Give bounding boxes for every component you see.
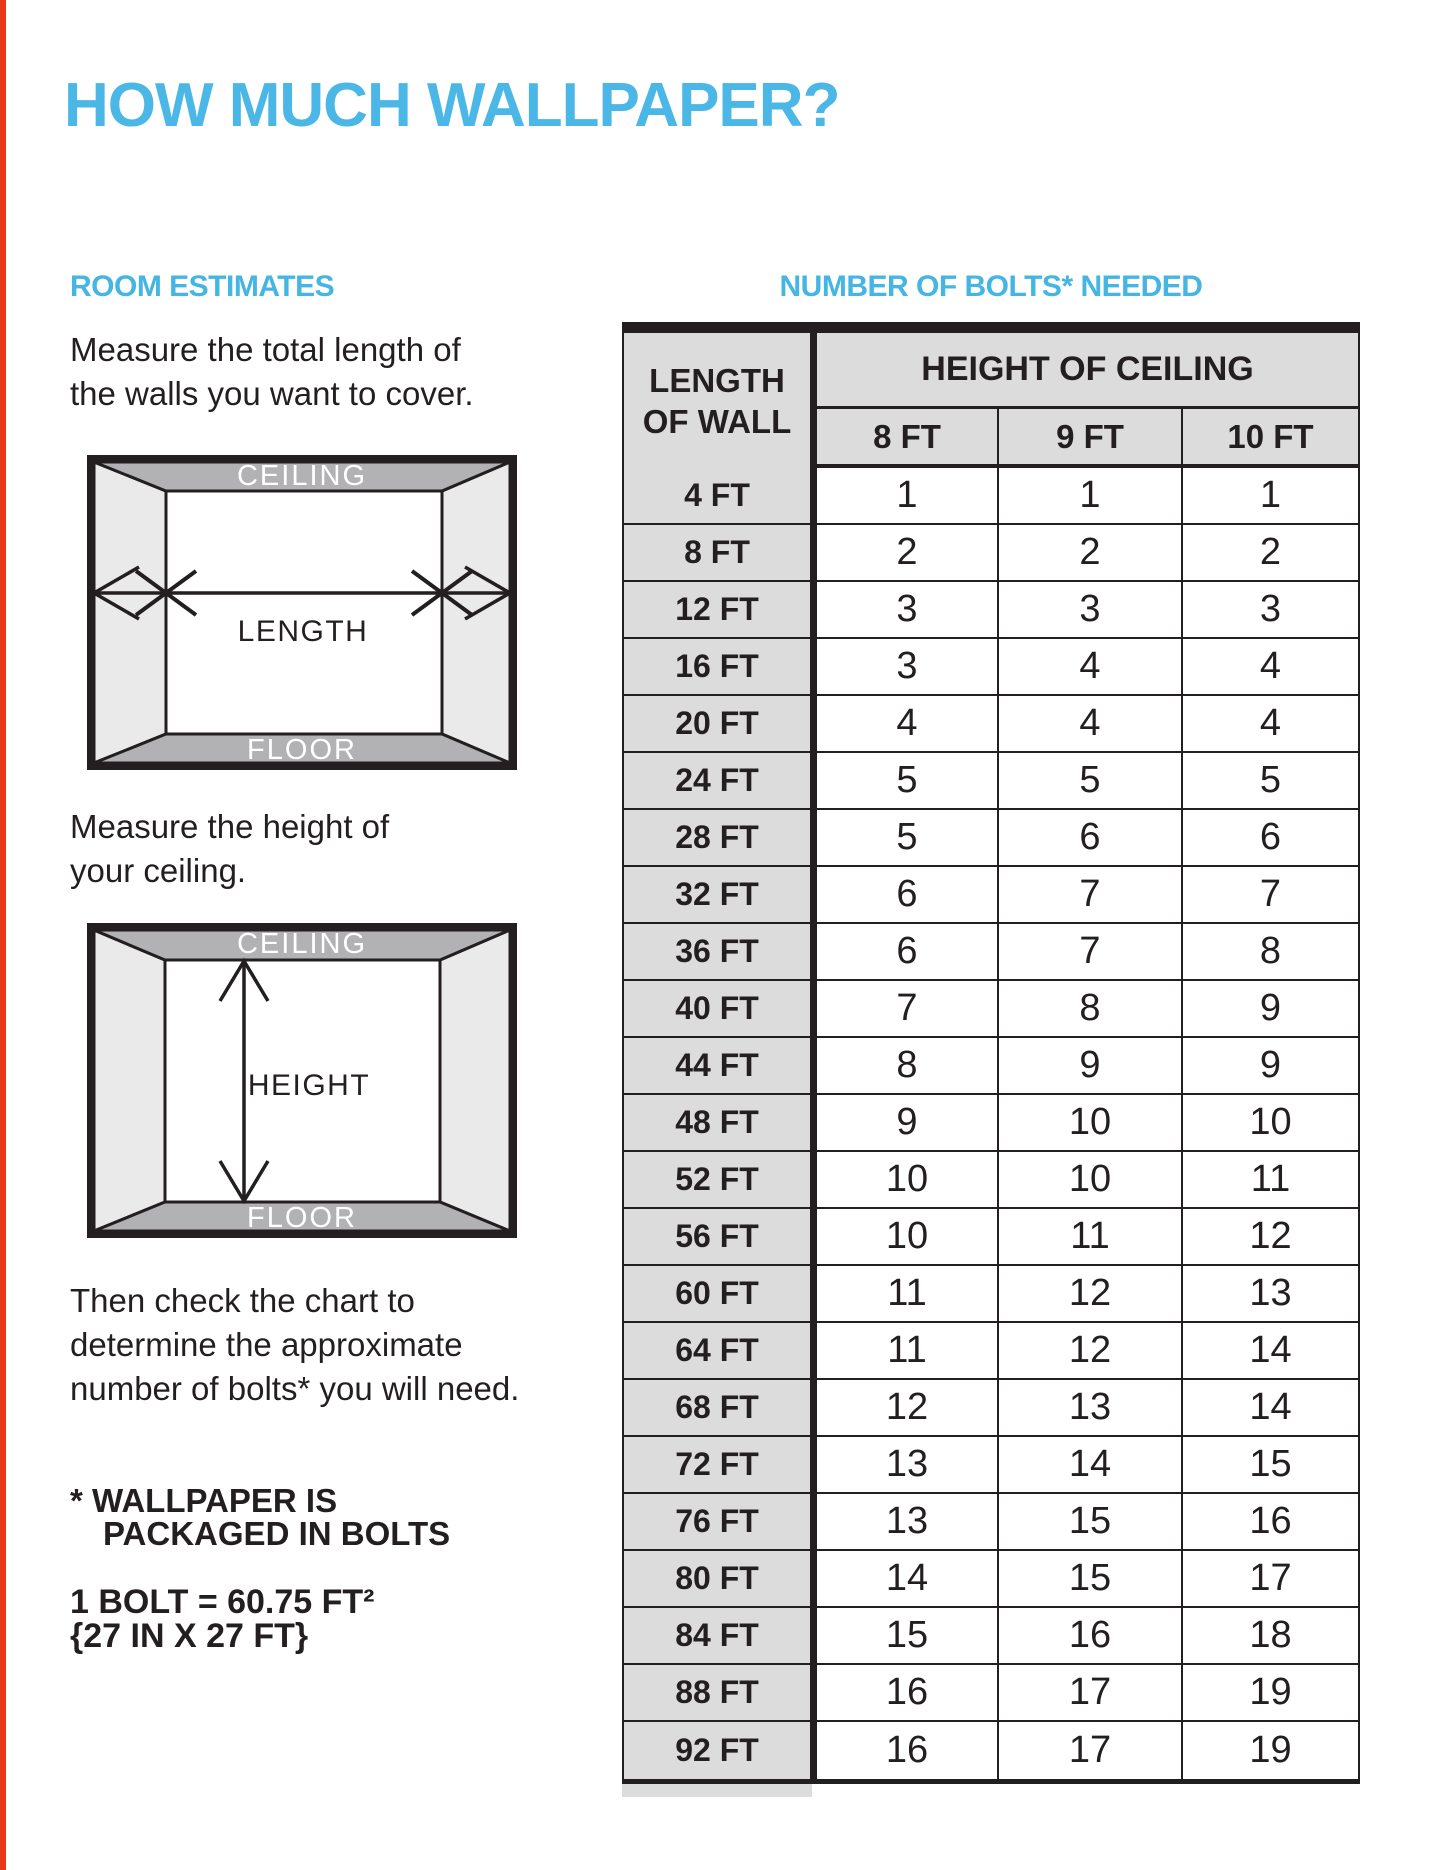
bolts-9ft-cell: 7 (997, 867, 1183, 922)
table-row (624, 1551, 1358, 1608)
bolts-9ft-cell: 17 (997, 1665, 1183, 1720)
wall-length-cell: 84 FT (624, 1608, 817, 1663)
bolts-8ft-cell: 15 (885, 1614, 929, 1656)
bolts-8ft-cell: 10 (885, 1158, 929, 1200)
bolts-10ft-cell: 15 (1249, 1443, 1292, 1485)
bolts-10ft-cell: 7 (1259, 873, 1282, 915)
bolts-10ft-cell: 12 (1249, 1215, 1292, 1257)
wall-length-cell: 12 FT (624, 582, 817, 637)
wall-length-cell: 4 FT (624, 468, 817, 523)
bolts-8ft-cell: 6 (896, 873, 918, 915)
bolts-9ft-cell: 12 (997, 1266, 1183, 1321)
wall-length-cell: 72 FT (624, 1437, 817, 1492)
bolts-9ft-cell: 15 (997, 1494, 1183, 1549)
paragraph-line: determine the approximate (70, 1326, 463, 1363)
bolts-10ft-cell: 2 (1259, 531, 1282, 573)
table-row (624, 1437, 1358, 1494)
column-header-8ft: 8 FT (873, 417, 941, 455)
bolts-10ft-cell: 3 (1259, 588, 1282, 630)
table-row (624, 639, 1358, 696)
table-row (624, 1095, 1358, 1152)
wall-length-cell: 44 FT (624, 1038, 817, 1093)
bolts-10ft-cell: 13 (1249, 1272, 1292, 1314)
table-row (624, 867, 1358, 924)
paragraph-line: Measure the total length of (70, 331, 461, 368)
bolts-8ft-cell: 3 (896, 588, 918, 630)
bolts-9ft-cell: 15 (997, 1551, 1183, 1606)
bolts-10ft-cell: 11 (1250, 1158, 1291, 1200)
column-header-10ft: 10 FT (1227, 417, 1314, 455)
bolts-10ft-cell: 8 (1259, 930, 1282, 972)
table-row (624, 696, 1358, 753)
bolts-9ft-cell: 13 (997, 1380, 1183, 1435)
left-wall (94, 930, 165, 1231)
table-row (624, 810, 1358, 867)
bolts-9ft-cell: 5 (997, 753, 1183, 808)
table-row (624, 1266, 1358, 1323)
wall-length-cell: 28 FT (624, 810, 817, 865)
wall-length-cell: 16 FT (624, 639, 817, 694)
bolts-10ft-cell: 4 (1259, 702, 1282, 744)
bolts-8ft-cell: 12 (885, 1386, 929, 1428)
wall-length-cell: 48 FT (624, 1095, 817, 1150)
bolts-9ft-cell: 17 (997, 1722, 1183, 1779)
bolts-10ft-cell: 14 (1249, 1329, 1292, 1371)
ceiling-height-header-group (817, 333, 1358, 468)
wall-length-cell: 88 FT (624, 1665, 817, 1720)
bolts-8ft-cell: 8 (896, 1044, 918, 1086)
ceiling-label: CEILING (236, 460, 368, 492)
bolts-9ft-cell: 9 (997, 1038, 1183, 1093)
bolts-10ft-cell: 14 (1249, 1386, 1292, 1428)
table-row (624, 525, 1358, 582)
table-row (624, 1608, 1358, 1665)
table-row (624, 753, 1358, 810)
wall-length-cell: 92 FT (624, 1722, 817, 1779)
paragraph-line: your ceiling. (70, 852, 247, 889)
bolt-size-note (70, 1585, 375, 1653)
bolts-10ft-cell: 9 (1259, 1044, 1282, 1086)
bolts-9ft-cell: 16 (997, 1608, 1183, 1663)
table-row (624, 1038, 1358, 1095)
table-row (624, 468, 1358, 525)
paragraph-line: Then check the chart to (70, 1282, 415, 1319)
wall-length-cell: 32 FT (624, 867, 817, 922)
room-length-diagram (87, 455, 517, 770)
table-row (624, 1380, 1358, 1437)
bolts-9ft-cell: 7 (997, 924, 1183, 979)
footnote-line: * WALLPAPER IS (70, 1482, 338, 1519)
bolts-9ft-cell: 1 (997, 468, 1183, 523)
length-label: LENGTH (237, 615, 369, 648)
bolts-9ft-cell: 4 (997, 639, 1183, 694)
wall-length-cell: 68 FT (624, 1380, 817, 1435)
table-row (624, 1722, 1358, 1779)
wall-length-cell: 52 FT (624, 1152, 817, 1207)
table-row (624, 1152, 1358, 1209)
bolts-9ft-cell: 10 (997, 1152, 1183, 1207)
table-row (624, 1323, 1358, 1380)
table-row (624, 981, 1358, 1038)
measure-height-paragraph (70, 805, 389, 893)
bolts-8ft-cell: 3 (896, 645, 918, 687)
room-length-diagram-svg (87, 455, 517, 770)
wall-length-cell: 40 FT (624, 981, 817, 1036)
bolts-8ft-cell: 9 (896, 1101, 918, 1143)
bolts-8ft-cell: 11 (887, 1329, 927, 1371)
right-wall (440, 930, 510, 1231)
height-label: HEIGHT (247, 1069, 371, 1102)
paragraph-line: number of bolts* you will need. (70, 1370, 520, 1407)
bolts-8ft-cell: 16 (885, 1729, 929, 1771)
room-estimates-heading: ROOM ESTIMATES (70, 270, 335, 303)
table-header (624, 333, 1358, 468)
bolts-8ft-cell: 16 (885, 1671, 929, 1713)
bolts-8ft-cell: 13 (885, 1443, 929, 1485)
table-body (624, 468, 1358, 1779)
paragraph-line: the walls you want to cover. (70, 375, 474, 412)
wall-length-cell: 36 FT (624, 924, 817, 979)
table-grid (622, 333, 1360, 1784)
left-edge-accent-bar (0, 0, 6, 1870)
wall-length-cell: 64 FT (624, 1323, 817, 1378)
room-height-diagram (87, 923, 517, 1238)
bolts-footnote (70, 1484, 450, 1550)
wall-length-cell: 24 FT (624, 753, 817, 808)
bolts-10ft-cell: 18 (1249, 1614, 1292, 1656)
bolts-10ft-cell: 5 (1259, 759, 1282, 801)
table-bottom-stub (622, 1784, 812, 1797)
ceiling-label: CEILING (236, 928, 368, 960)
bolts-8ft-cell: 14 (885, 1557, 929, 1599)
wall-length-cell: 56 FT (624, 1209, 817, 1264)
bolts-9ft-cell: 10 (997, 1095, 1183, 1150)
bolts-10ft-cell: 17 (1249, 1557, 1292, 1599)
bolts-9ft-cell: 2 (997, 525, 1183, 580)
bolts-10ft-cell: 19 (1249, 1671, 1292, 1713)
bolts-9ft-cell: 11 (997, 1209, 1183, 1264)
bolts-8ft-cell: 7 (896, 987, 918, 1029)
footnote-line: PACKAGED IN BOLTS (103, 1515, 451, 1552)
bolts-9ft-cell: 14 (997, 1437, 1183, 1492)
bolt-equation: 1 BOLT = 60.75 FT² (70, 1583, 375, 1621)
page-title: HOW MUCH WALLPAPER? (64, 71, 840, 140)
length-of-wall-header (624, 333, 817, 468)
bolts-9ft-cell: 4 (997, 696, 1183, 751)
wall-length-cell: 8 FT (624, 525, 817, 580)
bolts-8ft-cell: 5 (896, 816, 918, 858)
column-header-9ft: 9 FT (997, 409, 1183, 464)
table-row (624, 924, 1358, 981)
bolts-10ft-cell: 19 (1249, 1729, 1292, 1771)
floor-label: FLOOR (247, 734, 357, 766)
table-row (624, 1494, 1358, 1551)
bolts-8ft-cell: 4 (896, 702, 918, 744)
table-row (624, 1665, 1358, 1722)
bolts-9ft-cell: 3 (997, 582, 1183, 637)
table-row (624, 1209, 1358, 1266)
back-wall (166, 491, 442, 734)
bolts-8ft-cell: 6 (896, 930, 918, 972)
bolts-10ft-cell: 9 (1259, 987, 1282, 1029)
table-row (624, 582, 1358, 639)
ceiling-height-subheader-row (817, 409, 1358, 468)
measure-length-paragraph (70, 328, 474, 416)
bolts-8ft-cell: 2 (896, 531, 918, 573)
floor-label: FLOOR (247, 1202, 357, 1234)
bolts-10ft-cell: 1 (1259, 474, 1282, 516)
bolts-9ft-cell: 8 (997, 981, 1183, 1036)
height-of-ceiling-header: HEIGHT OF CEILING (817, 333, 1358, 409)
paragraph-line: Measure the height of (70, 808, 390, 845)
table-top-bar (622, 322, 1360, 333)
header-line: OF WALL (642, 402, 792, 440)
bolts-8ft-cell: 1 (896, 474, 918, 516)
wall-length-cell: 80 FT (624, 1551, 817, 1606)
room-height-diagram-svg (87, 923, 517, 1238)
bolts-8ft-cell: 5 (896, 759, 918, 801)
bolts-10ft-cell: 16 (1249, 1500, 1292, 1542)
bolts-8ft-cell: 11 (887, 1272, 927, 1314)
wall-length-cell: 76 FT (624, 1494, 817, 1549)
bolts-9ft-cell: 6 (997, 810, 1183, 865)
bolts-needed-heading: NUMBER OF BOLTS* NEEDED (779, 270, 1203, 303)
header-line: LENGTH (649, 361, 785, 399)
bolts-10ft-cell: 6 (1259, 816, 1282, 858)
bolts-10ft-cell: 10 (1249, 1101, 1292, 1143)
bolt-dimensions: {27 IN X 27 FT} (70, 1617, 309, 1655)
bolts-8ft-cell: 13 (885, 1500, 929, 1542)
bolts-9ft-cell: 12 (997, 1323, 1183, 1378)
bolts-8ft-cell: 10 (885, 1215, 929, 1257)
bolts-table (622, 322, 1360, 1784)
check-chart-paragraph (70, 1279, 519, 1411)
bolts-10ft-cell: 4 (1259, 645, 1282, 687)
wall-length-cell: 60 FT (624, 1266, 817, 1321)
wall-length-cell: 20 FT (624, 696, 817, 751)
